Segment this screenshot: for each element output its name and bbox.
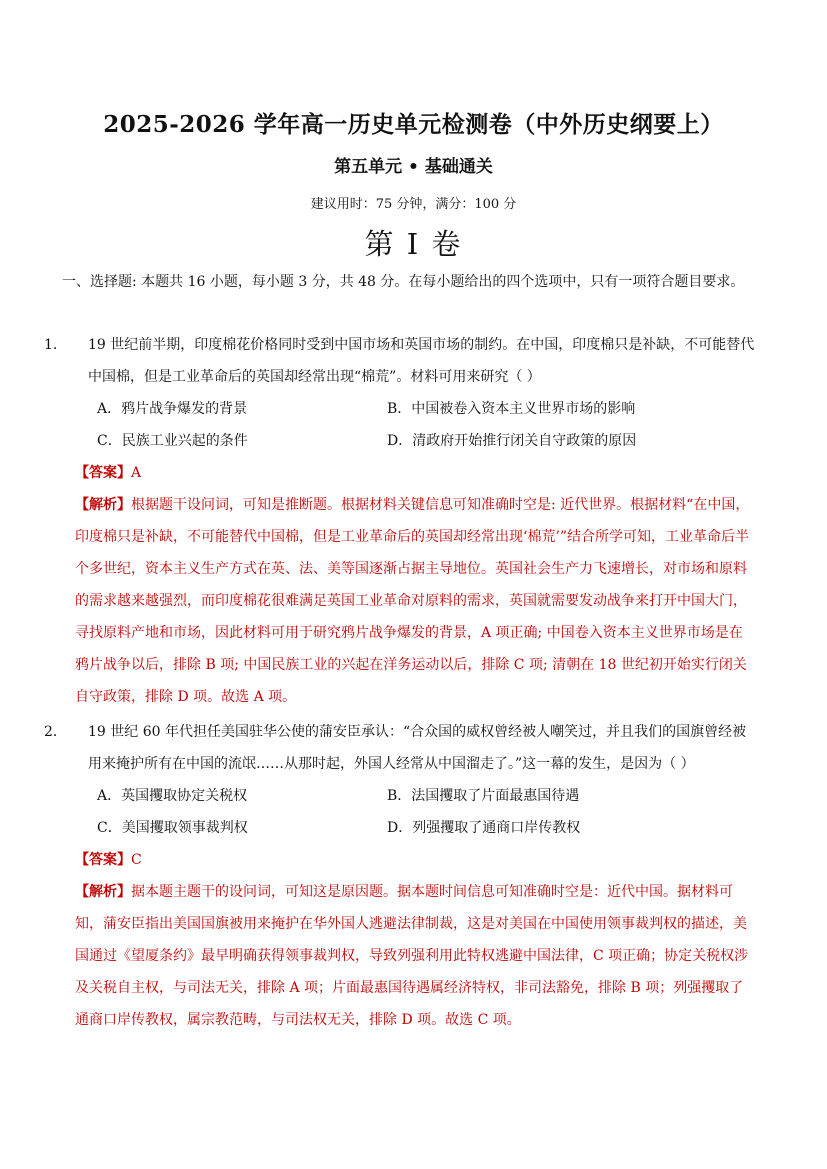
answer-value: C bbox=[131, 852, 142, 868]
question-number: 1． bbox=[44, 337, 67, 353]
option-a: A．英国攫取协定关税权 bbox=[97, 788, 248, 804]
option-list bbox=[97, 393, 755, 457]
exam-meta: 建议用时：75 分钟，满分：100 分 bbox=[310, 197, 517, 212]
section-intro: 一、选择题: 本题共 16 小题，每小题 3 分，共 48 分。在每小题给出的四个选项中，只有一项符合题目要求。 bbox=[62, 274, 745, 290]
volume-heading: 第 I 卷 bbox=[364, 227, 463, 261]
question-number: 2． bbox=[44, 724, 67, 740]
answer-line bbox=[75, 457, 755, 489]
explanation-tag: 【解析】 bbox=[75, 497, 131, 513]
option-b: B．法国攫取了片面最惠国待遇 bbox=[387, 788, 580, 804]
question-stem bbox=[44, 716, 755, 780]
answer-value: A bbox=[131, 465, 142, 481]
question-1 bbox=[44, 329, 755, 713]
explanation bbox=[75, 876, 755, 1036]
question-text: 19 世纪前半期，印度棉花价格同时受到中国市场和英国市场的制约。在中国，印度棉只是补缺，不可能替代中国棉，但是工业革命后的英国却经常出现“棉荒”。材料可用来研究（ ） bbox=[88, 337, 755, 385]
question-2 bbox=[44, 716, 755, 1036]
question-text: 19 世纪 60 年代担任美国驻华公使的蒲安臣承认：“合众国的威权曾经被人嘲笑过，并且我们的国旗曾经被用来掩护所有在中国的流氓……从那时起，外国人经常从中国溜走了。”这一幕的发生，是因为（ ） bbox=[88, 724, 747, 772]
answer-tag: 【答案】 bbox=[75, 465, 131, 481]
page-title: 2025-2026 学年高一历史单元检测卷（中外历史纲要上） bbox=[103, 111, 724, 138]
explanation-text: 据本题主题干的设问词，可知这是原因题。据本题时间信息可知准确时空是：近代中国。据材料可知，蒲安臣指出美国国旗被用来掩护在华外国人逃避法律制裁，这是对美国在中国使用领事裁判权的描述，美国通过《望厦条约》最早明确获得领事裁判权，导致列强利用此特权逃避中国法律，C 项正确；协定关税权涉及关税自主权，与司法无关，排除 A 项；片面最惠国待遇属经济特权，非司法豁免，排除 B 项；列强攫取了通商口岸传教权，属宗教范畴，与司法权无关，排除 D 项。故选 C 项。 bbox=[75, 884, 749, 1028]
question-stem bbox=[44, 329, 755, 393]
answer-tag: 【答案】 bbox=[75, 852, 131, 868]
explanation-tag: 【解析】 bbox=[75, 884, 131, 900]
explanation bbox=[75, 489, 755, 713]
explanation-text: 根据题干设问词，可知是推断题。根据材料关键信息可知准确时空是: 近代世界。根据材料“在中国，印度棉只是补缺，不可能替代中国棉，但是工业革命后的英国却经常出现‘棉荒’”结合所学可知，工业革命后半个多世纪，资本主义生产方式在英、法、美等国逐渐占据主导地位。英国社会生产力飞速增长，对市场和原料的需求越来越强烈，而印度棉花很难满足英国工业革命对原料的需求，英国就需要发动战争来打开中国大门，寻找原料产地和市场，因此材料可用于研究鸦片战争爆发的背景，A 项正确; 中国卷入资本主义世界市场是在鸦片战争以后，排除 B 项; 中国民族工业的兴起在洋务运动以后，排除 C 项; 清朝在 18 世纪初开始实行闭关自守政策，排除 D 项。故选 A 项。 bbox=[75, 497, 750, 705]
option-d: D．列强攫取了通商口岸传教权 bbox=[387, 820, 581, 836]
answer-line bbox=[75, 844, 755, 876]
option-d: D．清政府开始推行闭关自守政策的原因 bbox=[387, 433, 637, 449]
option-c: C．民族工业兴起的条件 bbox=[97, 433, 248, 449]
option-b: B．中国被卷入资本主义世界市场的影响 bbox=[387, 401, 636, 417]
option-c: C．美国攫取领事裁判权 bbox=[97, 820, 248, 836]
option-a: A．鸦片战争爆发的背景 bbox=[97, 401, 248, 417]
page-subtitle: 第五单元 • 基础通关 bbox=[334, 157, 493, 177]
option-list bbox=[97, 780, 755, 844]
